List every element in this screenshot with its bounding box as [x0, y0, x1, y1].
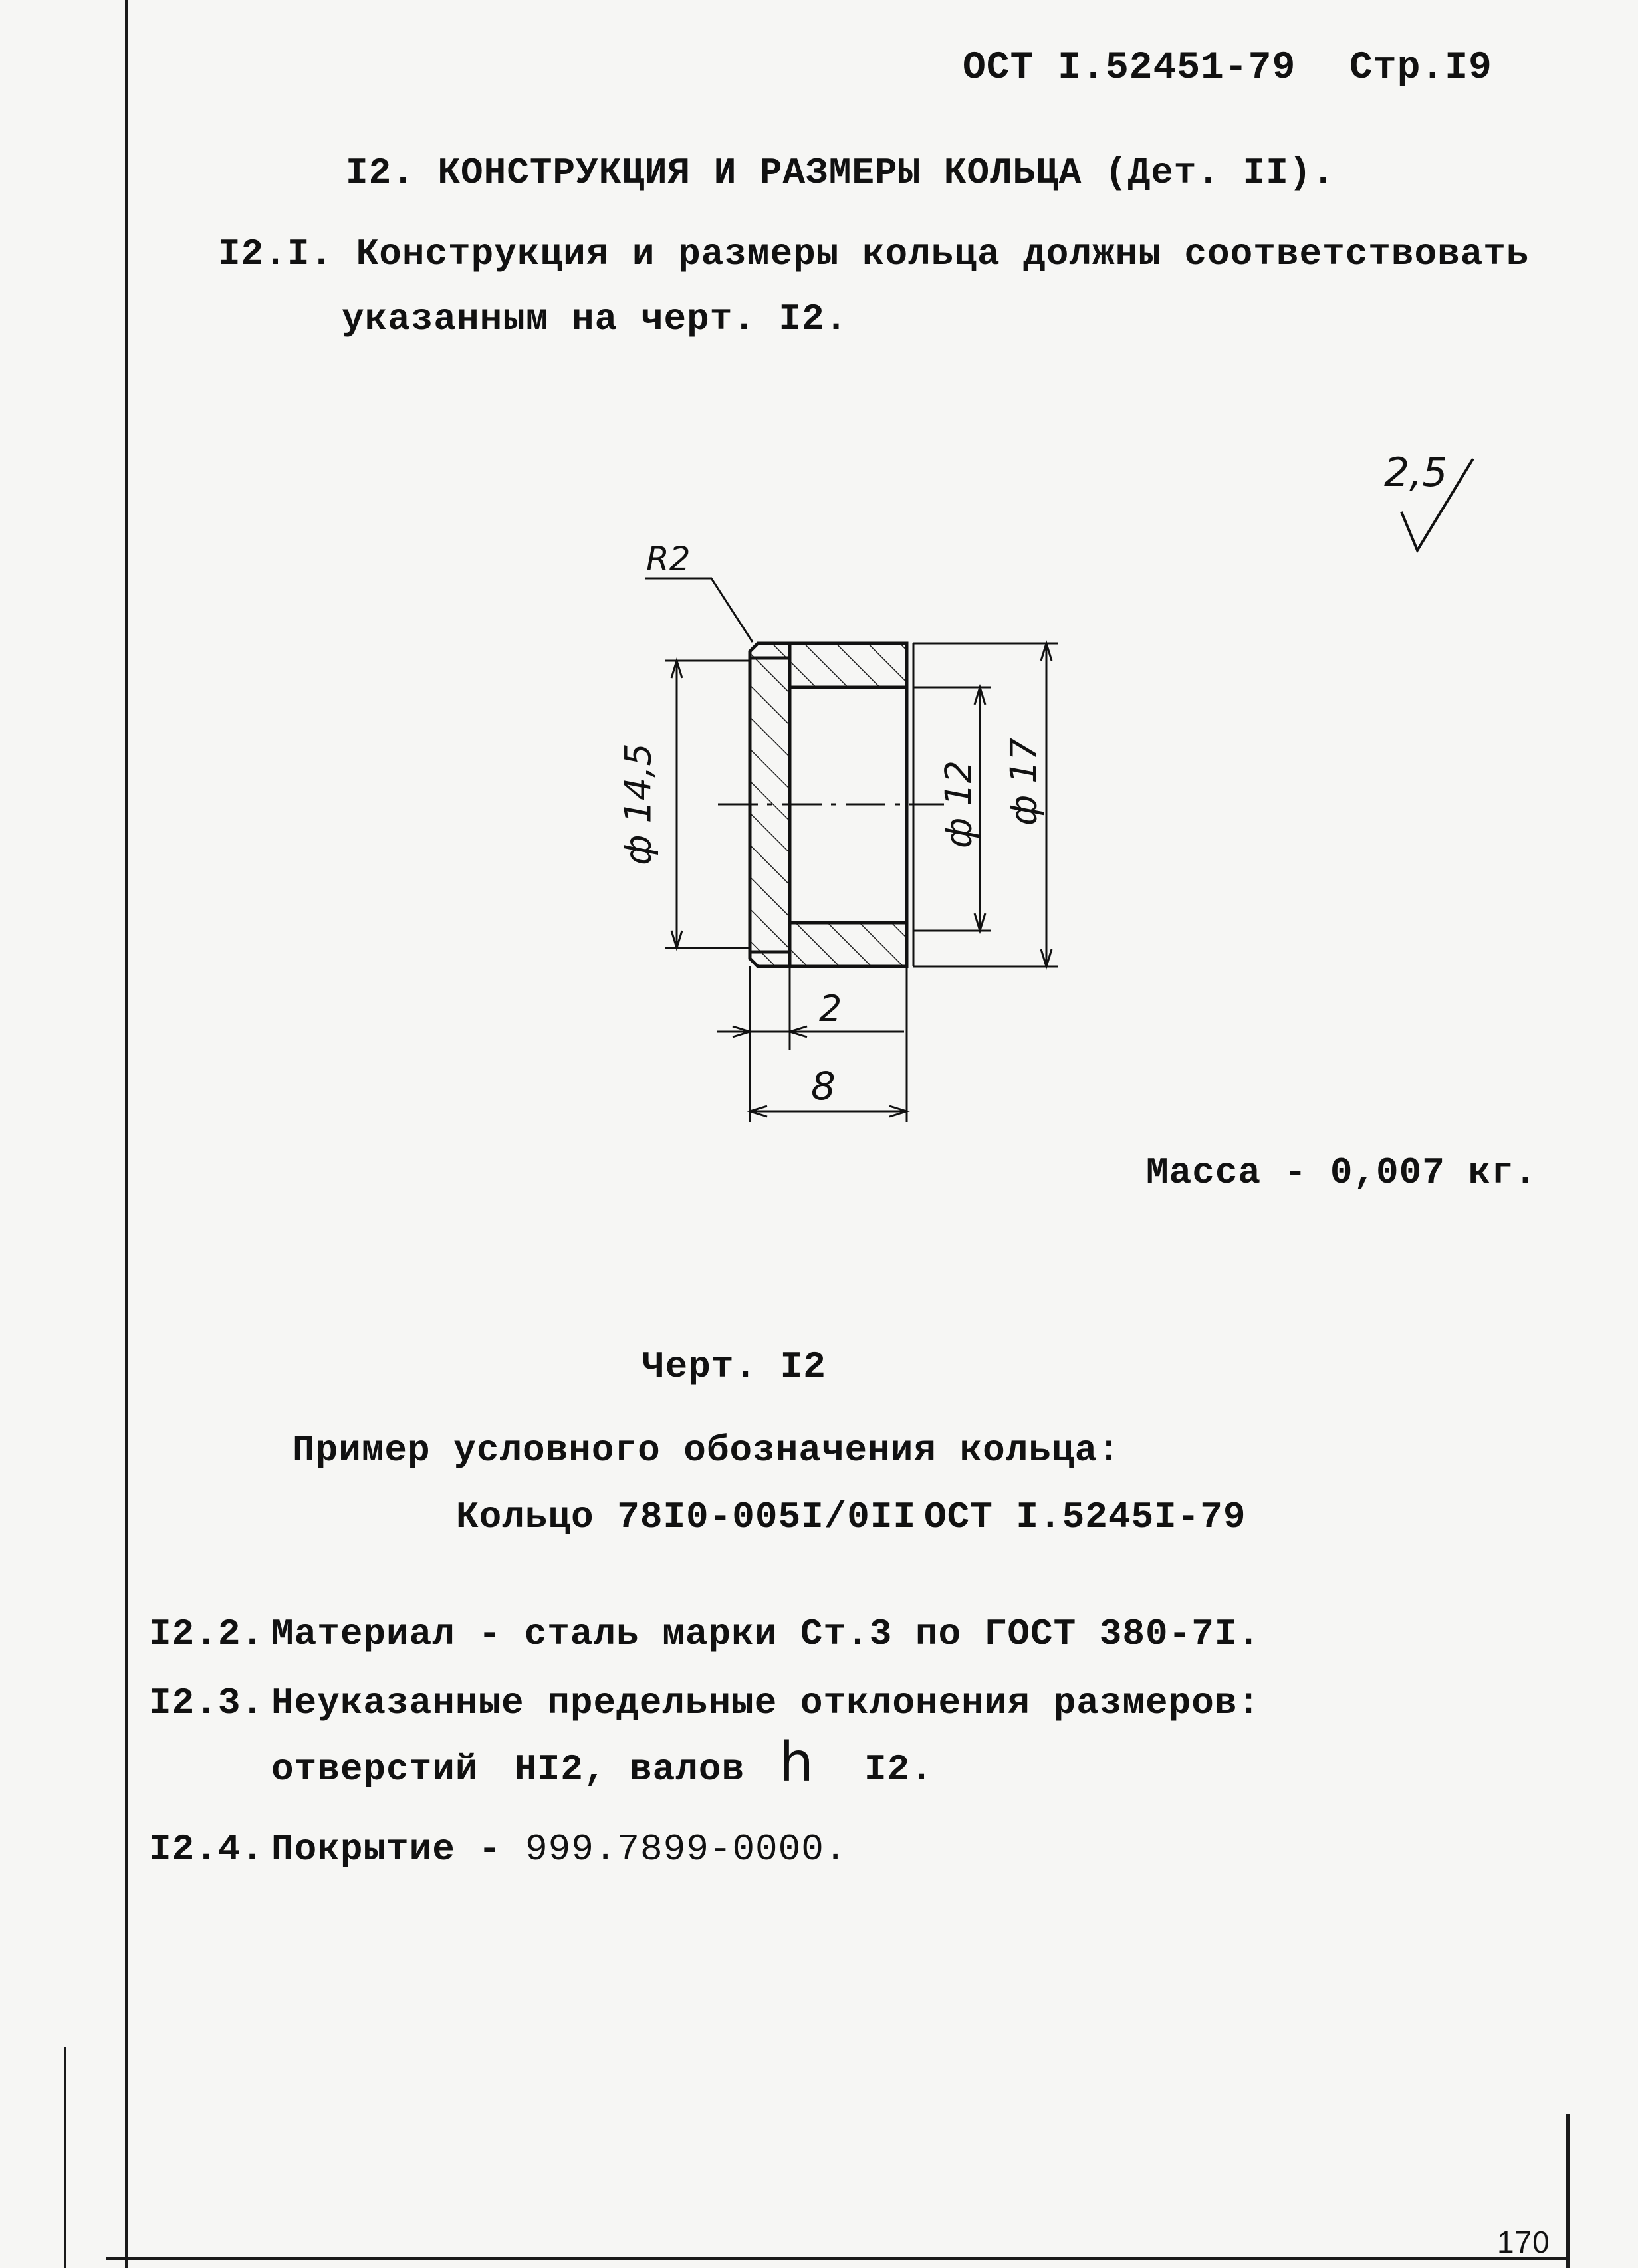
item-12-3-text: Неуказанные предельные отклонения размеров:: [271, 1682, 1261, 1724]
dim-label-width-8: 8: [811, 1064, 836, 1109]
item-12-3-label: I2.3.: [149, 1682, 265, 1724]
item-12-3-holes-value: HI2, валов: [515, 1748, 745, 1791]
example-standard: ОСТ I.5245I-79: [924, 1496, 1246, 1538]
radius-leader: [645, 578, 753, 642]
item-12-3-shaft-letter: h: [779, 1731, 814, 1794]
radius-label: R2: [646, 540, 691, 578]
item-12-3-holes: отверстий: [271, 1748, 479, 1791]
roughness-value: 2,5: [1384, 449, 1448, 496]
item-12-4-text: Покрытие -: [271, 1828, 502, 1871]
paragraph-12-1-line2: указанным на черт. I2.: [342, 298, 848, 340]
mass-text: Масса - 0,007 кг.: [1146, 1151, 1538, 1194]
doc-code: ОСТ I.52451-79: [963, 47, 1296, 90]
item-12-4-label: I2.4.: [149, 1828, 265, 1871]
dim-label-phi-12: ф 12: [937, 760, 980, 849]
item-12-3-shaft-value: I2.: [864, 1748, 933, 1791]
example-designation: Кольцо 78I0-005I/0II: [456, 1496, 917, 1538]
example-label: Пример условного обозначения кольца:: [292, 1429, 1121, 1472]
item-12-4-value: 999.7899-0000.: [525, 1828, 848, 1871]
dim-label-width-2: 2: [819, 988, 842, 1030]
section-title: I2. КОНСТРУКЦИЯ И РАЗМЕРЫ КОЛЬЦА (Дет. II).: [346, 152, 1336, 194]
page-number: Стр.I9: [1349, 47, 1492, 90]
dim-label-phi-14-5: ф 14,5: [617, 743, 659, 865]
sheet-number: 170: [1497, 2225, 1550, 2259]
paragraph-12-1-line1: I2.I. Конструкция и размеры кольца должны соответствовать: [218, 233, 1530, 275]
dim-label-phi-17: ф 17: [1002, 737, 1045, 826]
figure-caption: Черт. I2: [642, 1345, 826, 1388]
item-12-2-label: I2.2.: [149, 1613, 265, 1655]
item-12-2-text: Материал - сталь марки Ст.3 по ГОСТ 380-7I.: [271, 1613, 1261, 1655]
